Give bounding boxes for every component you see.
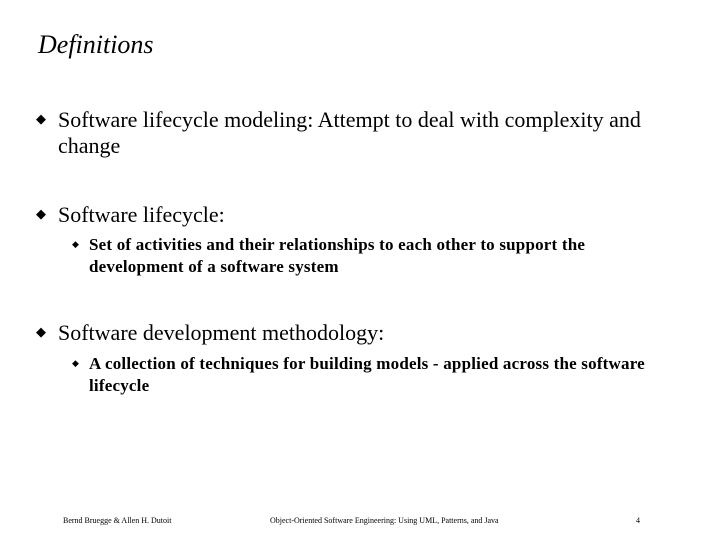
bullet-development-methodology: [36, 320, 676, 346]
bullet-text: Software development methodology:: [58, 320, 385, 345]
sub-bullet-lifecycle-definition: [72, 234, 672, 278]
diamond-bullet-icon: ◆: [36, 325, 46, 340]
bullet-lifecycle-modeling: [36, 107, 676, 159]
small-diamond-bullet-icon: ◆: [72, 359, 79, 369]
footer-book-title: Object-Oriented Software Engineering: Using UML, Patterns, and Java: [270, 516, 499, 525]
slide-title: Definitions: [38, 30, 154, 59]
bullet-software-lifecycle: [36, 202, 676, 228]
bullet-text: Software lifecycle:: [58, 202, 225, 227]
diamond-bullet-icon: ◆: [36, 112, 46, 127]
sub-bullet-text: A collection of techniques for building models - applied across the software lifecycle: [89, 354, 645, 395]
diamond-bullet-icon: ◆: [36, 207, 46, 222]
footer-authors: Bernd Bruegge & Allen H. Dutoit: [63, 516, 172, 525]
bullet-text: Software lifecycle modeling: Attempt to deal with complexity and change: [58, 107, 641, 158]
sub-bullet-text: Set of activities and their relationships to each other to support the development of a software system: [89, 235, 586, 276]
small-diamond-bullet-icon: ◆: [72, 240, 79, 250]
sub-bullet-methodology-definition: [72, 353, 672, 397]
footer-page-number: 4: [636, 516, 640, 525]
